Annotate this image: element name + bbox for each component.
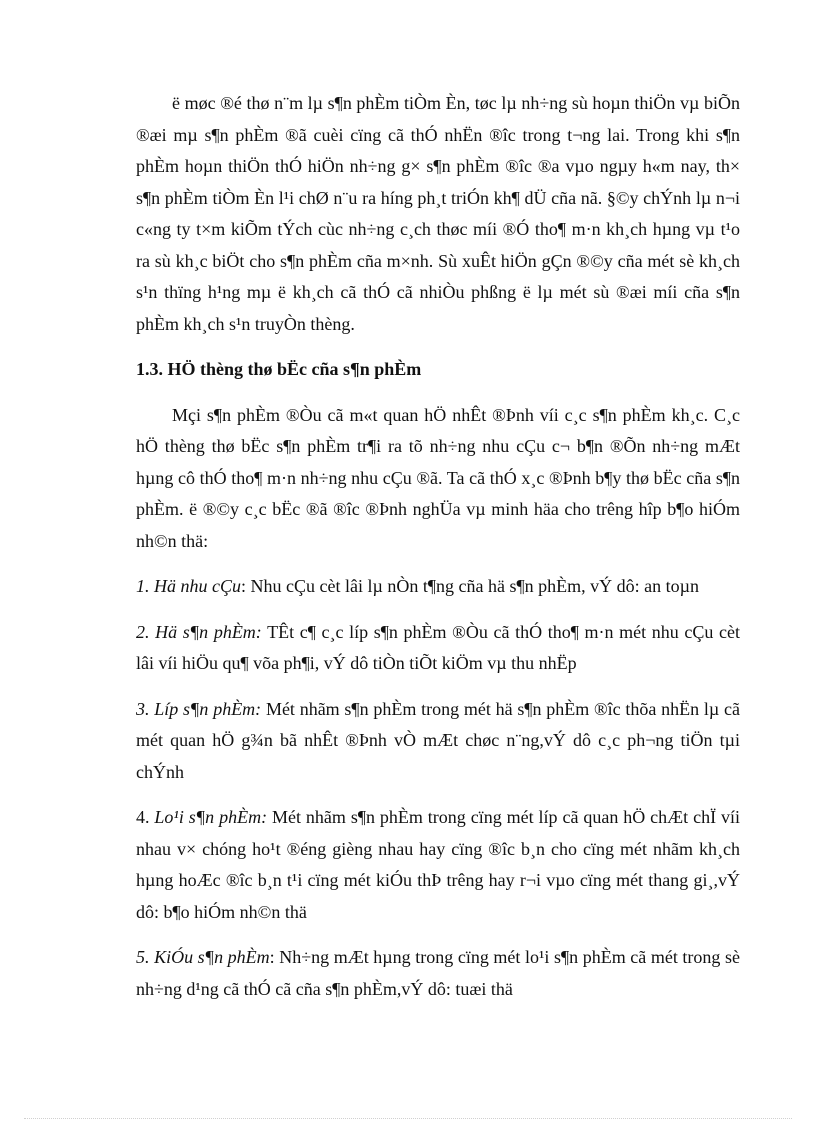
item-text: : Nh÷ng mÆt hµng trong cïng mét lo¹i s¶n phÈm cã mét trong sè nh÷ng d¹ng cã thÓ cã cña s¶n phÈm,vÝ dô: tuæi thä bbox=[136, 947, 740, 999]
item-text: Mét nhãm s¶n phÈm trong mét hä s¶n phÈm ®îc thõa nhËn lµ cã mét quan hÖ g¾n bã nhÊt ®Þnh vÒ mÆt chøc n¨ng,vÝ dô c¸c ph¬ng tiÖn tµi chÝnh bbox=[136, 698, 741, 782]
list-item bbox=[136, 694, 740, 789]
item-term: Lo¹i s¶n phÈm: bbox=[154, 807, 268, 827]
list-item bbox=[136, 617, 740, 680]
item-text: Mét nhãm s¶n phÈm trong cïng mét líp cã quan hÖ chÆt chÏ víi nhau v× chóng ho¹t ®éng gièng nhau hay cïng ®îc b¸n cho cïng mét nhãm kh¸ch hµng hoÆc ®îc b¸n t¹i cïng mét kiÓu thÞ trêng hay r¬i vµo cïng mét thang gi¸,vÝ dô: b¶o hiÓm nh©n thä bbox=[136, 807, 740, 922]
paragraph-hierarchy-intro: Mçi s¶n phÈm ®Òu cã m«t quan hÖ nhÊt ®Þnh víi c¸c s¶n phÈm kh¸c. C¸c hÖ thèng thø bËc s¶n phÈm tr¶i ra tõ nh÷ng nhu cÇu c¬ b¶n ®Õn nh÷ng mÆt hµng cô thÓ tho¶ m·n nh÷ng nhu cÇu ®ã. Ta cã thÓ x¸c ®Þnh b¶y thø bËc cña s¶n phÈm. ë ®©y c¸c bËc ®ã ®îc ®Þnh nghÜa vµ minh häa cho trêng hîp b¶o hiÓm nh©n thä: bbox=[136, 404, 740, 551]
item-term: 5. KiÓu s¶n phÈm bbox=[136, 947, 270, 967]
item-term: 2. Hä s¶n phÈm: bbox=[136, 621, 262, 642]
item-text: : Nhu cÇu cèt lâi lµ nÒn t¶ng cña hä s¶n phÈm, vÝ dô: an toµn bbox=[241, 576, 699, 596]
item-number: 4. bbox=[136, 807, 155, 827]
list-item bbox=[136, 942, 740, 1005]
list-item bbox=[136, 802, 740, 928]
page-bottom-divider bbox=[24, 1118, 792, 1119]
page-body bbox=[136, 88, 740, 1005]
item-text: TÊt c¶ c¸c líp s¶n phÈm ®Òu cã thÓ tho¶ m·n mét nhu cÇu cèt lâi víi hiÖu qu¶ võa ph¶i, vÝ dô tiÒn tiÕt kiÖm vµ thu nhËp bbox=[136, 621, 741, 673]
item-term: 3. Líp s¶n phÈm: bbox=[136, 698, 262, 719]
paragraph-product-potential: ë møc ®é thø n¨m lµ s¶n phÈm tiÒm Èn, tøc lµ nh÷ng sù hoµn thiÖn vµ biÕn ®æi mµ s¶n phÈm ®ã cuèi cïng cã thÓ nhËn ®îc trong t¬ng lai. Trong khi s¶n phÈm hoµn thiÖn thÓ hiÖn nh÷ng g× s¶n phÈm ®îc ®a vµo ngµy h«m nay, th× s¶n phÈm tiÒm Èn l¹i chØ n¨u ra híng ph¸t triÓn kh¶ dÜ cña nã. §©y chÝnh lµ n¬i c«ng ty t×m kiÕm tÝch cùc nh÷ng c¸ch thøc míi ®Ó tho¶ m·n kh¸ch hµng vµ t¹o ra sù kh¸c biÖt cho s¶n phÈm cña m×nh. Sù xuÊt hiÖn gÇn ®©y cña mét sè kh¸ch s¹n thïng h¹ng mµ ë kh¸ch cã thÓ cã nhiÒu phßng ë lµ mét sù ®æi míi cña s¶n phÈm kh¸ch s¹n truyÒn thèng. bbox=[136, 93, 740, 334]
section-heading: 1.3. HÖ thèng thø bËc cña s¶n phÈm bbox=[136, 359, 422, 379]
item-term: 1. Hä nhu cÇu bbox=[136, 576, 241, 596]
list-item bbox=[136, 571, 740, 603]
